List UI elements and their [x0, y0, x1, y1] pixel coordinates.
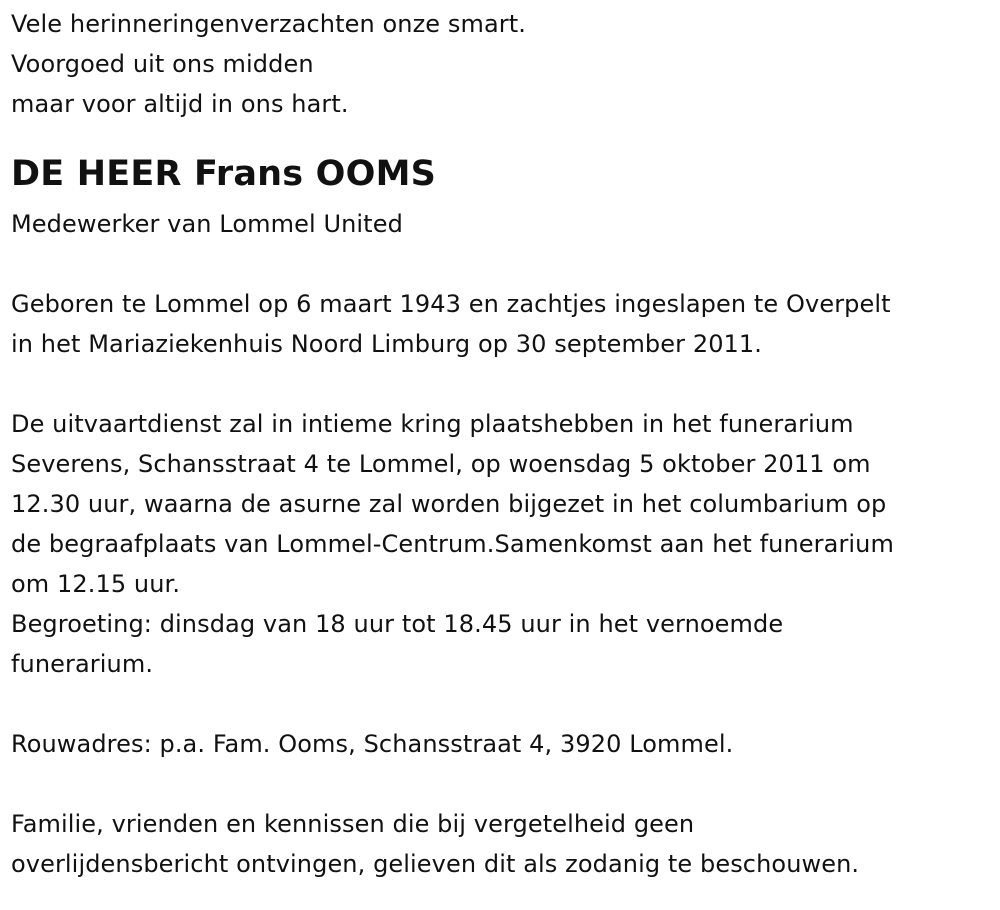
paragraph-line: overlijdensbericht ontvingen, gelieven dit als zodanig te beschouwen. — [11, 850, 860, 878]
paragraph-line: om 12.15 uur. — [11, 570, 181, 598]
paragraph-line: in het Mariaziekenhuis Noord Limburg op 30 september 2011. — [11, 330, 763, 358]
mourning-address: Rouwadres: p.a. Fam. Ooms, Schansstraat 4, 3920 Lommel. — [11, 730, 734, 758]
verse-line: Voorgoed uit ons midden — [11, 50, 314, 78]
spacer — [11, 124, 996, 144]
paragraph-line: De uitvaartdienst zal in intieme kring plaatshebben in het funerarium — [11, 410, 854, 438]
service-paragraph — [11, 404, 996, 684]
paragraph-line: 12.30 uur, waarna de asurne zal worden bijgezet in het columbarium op — [11, 490, 887, 518]
paragraph-line: funerarium. — [11, 650, 154, 678]
paragraph-line: Begroeting: dinsdag van 18 uur tot 18.45 uur in het vernoemde — [11, 610, 784, 638]
spacer — [11, 684, 996, 724]
birth-paragraph — [11, 284, 996, 364]
deceased-name: DE HEER Frans OOMS — [11, 154, 437, 194]
spacer — [11, 764, 996, 804]
spacer — [11, 244, 996, 284]
subtitle: Medewerker van Lommel United — [11, 210, 403, 238]
verse-line: maar voor altijd in ons hart. — [11, 90, 349, 118]
verse-line: Vele herinneringenverzachten onze smart. — [11, 10, 526, 38]
death-notice — [11, 4, 996, 884]
verse — [11, 4, 996, 124]
paragraph-line: Geboren te Lommel op 6 maart 1943 en zachtjes ingeslapen te Overpelt — [11, 290, 891, 318]
paragraph-line: de begraafplaats van Lommel-Centrum.Samenkomst aan het funerarium — [11, 530, 894, 558]
spacer — [11, 364, 996, 404]
paragraph-line: Severens, Schansstraat 4 te Lommel, op woensdag 5 oktober 2011 om — [11, 450, 871, 478]
paragraph-line: Familie, vrienden en kennissen die bij vergetelheid geen — [11, 810, 695, 838]
closing-paragraph — [11, 804, 996, 884]
